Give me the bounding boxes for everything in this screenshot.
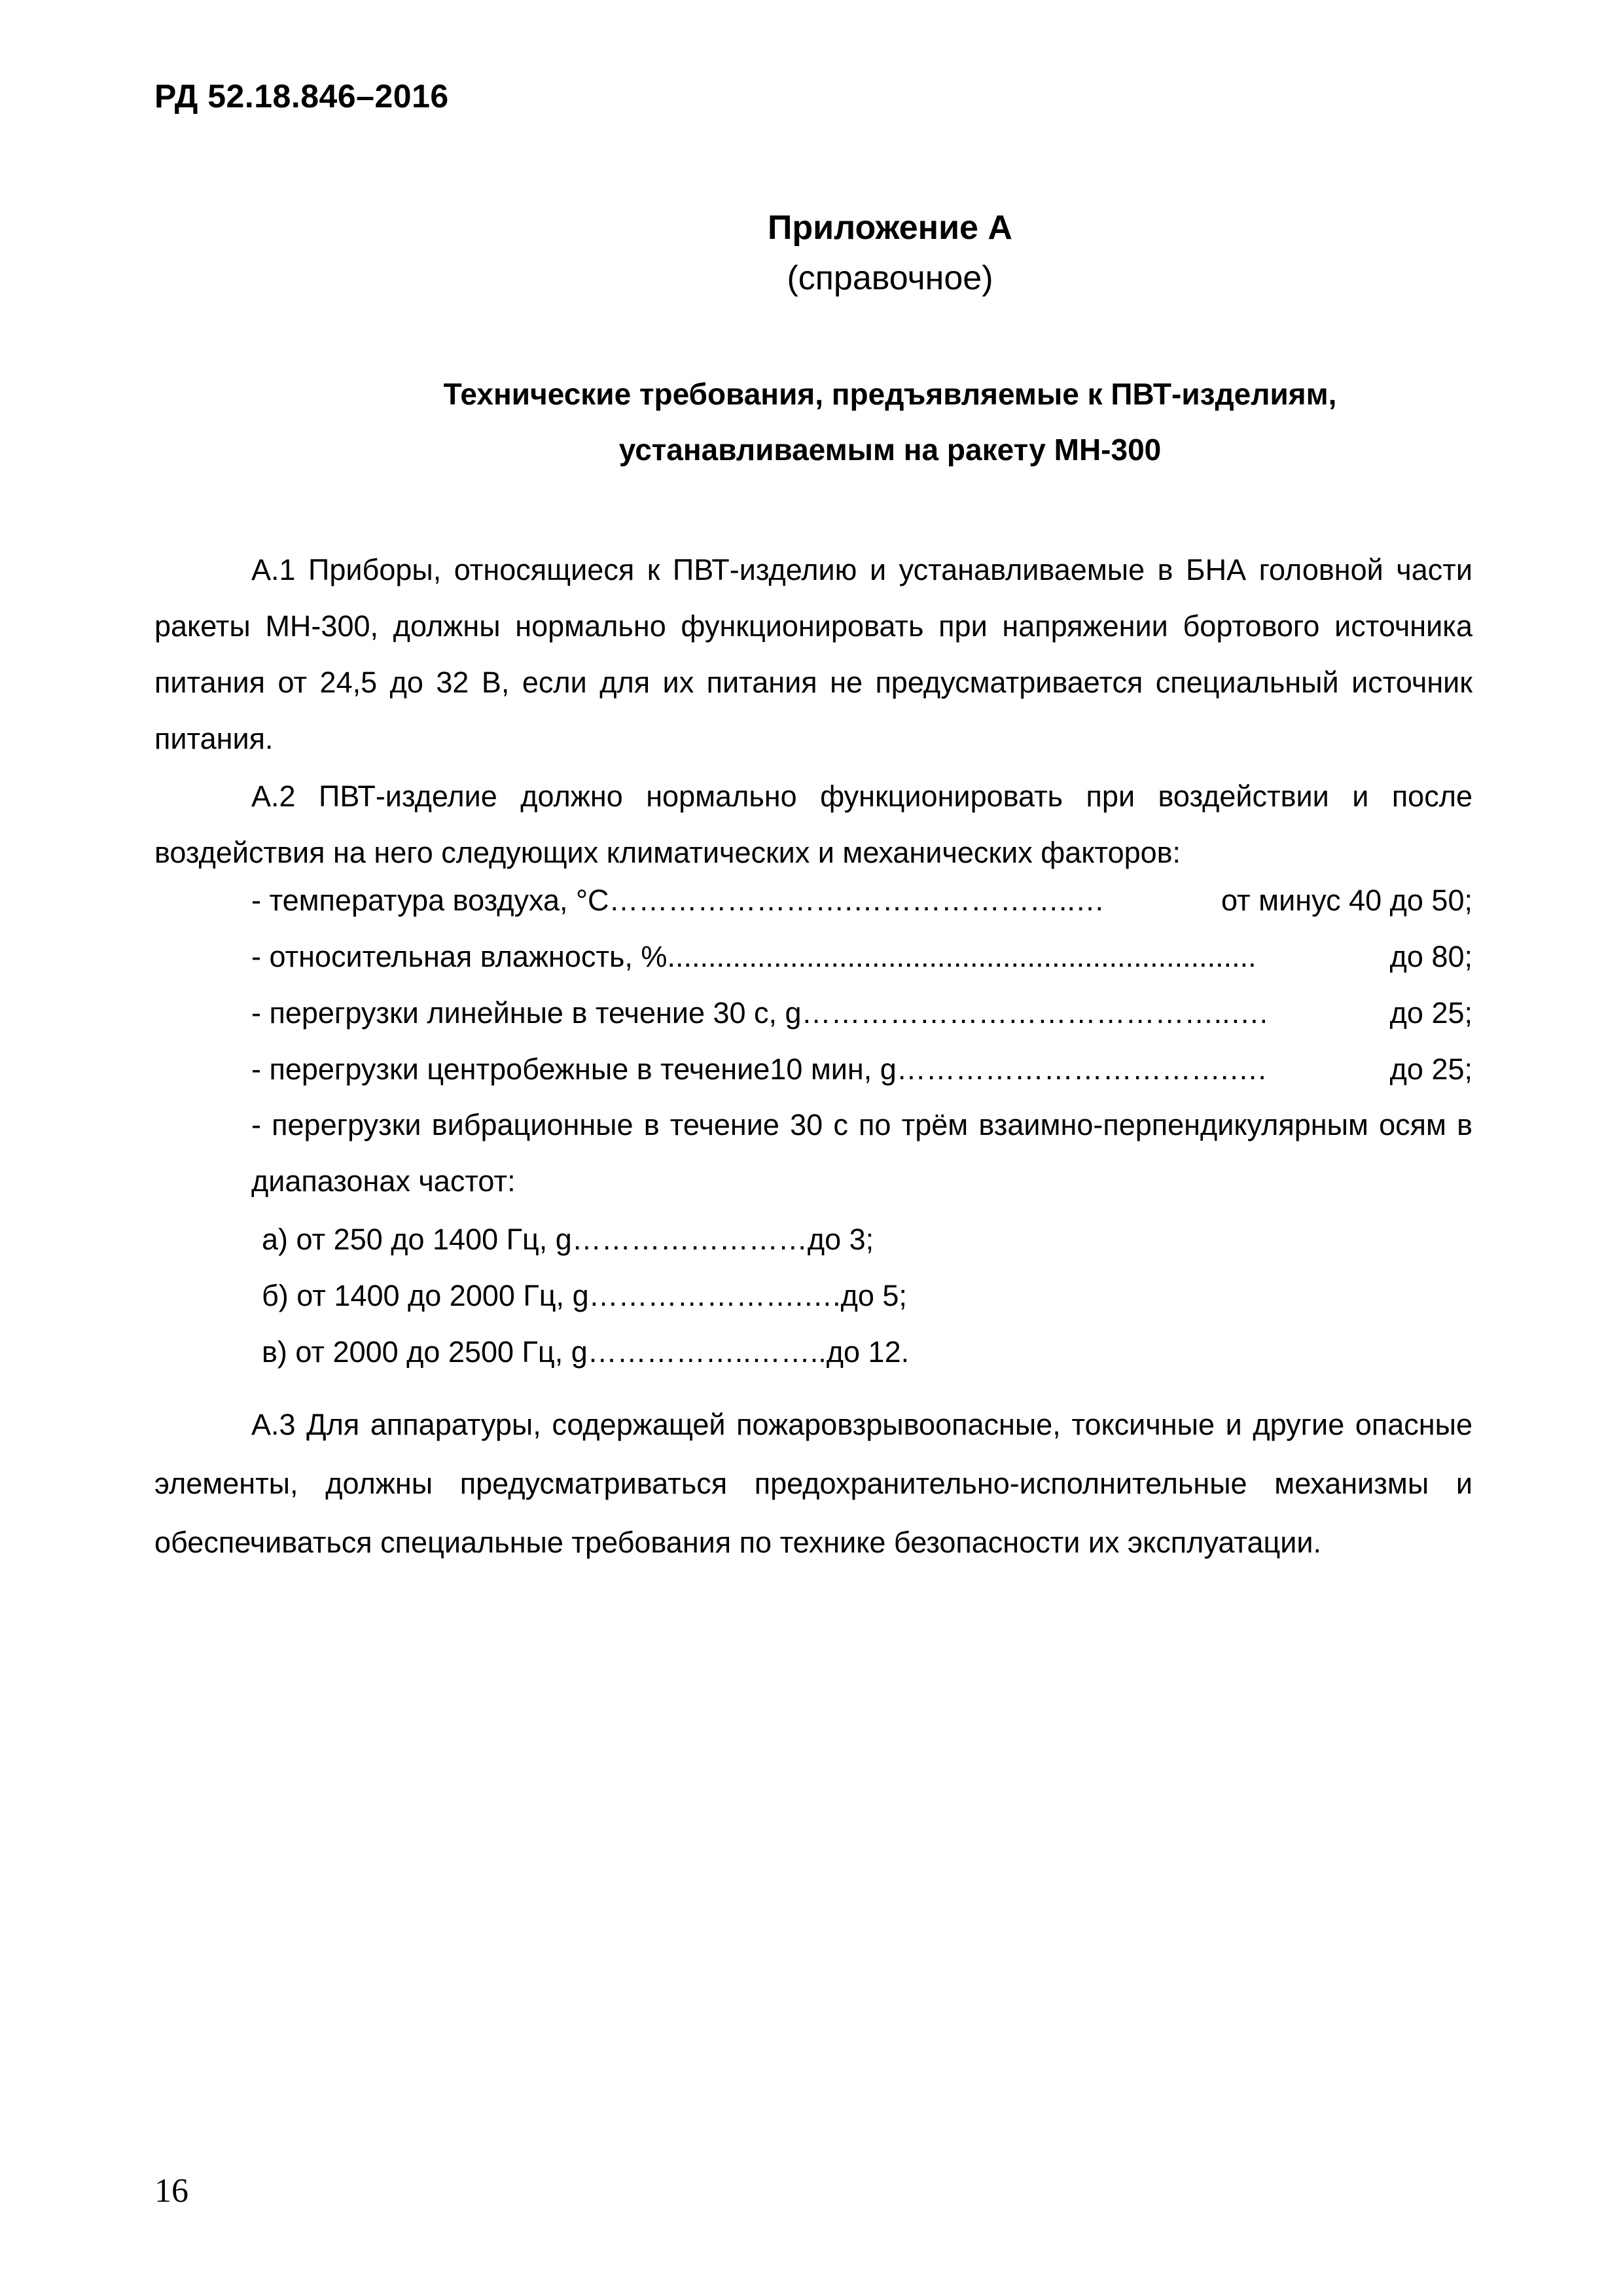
leader-dots: …………………….…………………..… [609, 884, 1105, 917]
factor-value: до 25; [1389, 1052, 1472, 1086]
leader-dots: ........................................................................ [667, 940, 1257, 973]
range-text: б) от 1400 до 2000 Гц, g [262, 1279, 589, 1312]
paragraph-a2: А.2 ПВТ-изделие должно нормально функционировать при воздействии и после воздействия на него следующих климатических и механических факторов: [154, 780, 1472, 869]
range-value: .до 5; [832, 1279, 907, 1312]
section-heading-line-1: Технические требования, предъявляемые к ПВТ-изделиям, [443, 377, 1337, 411]
section-heading-line-2: устанавливаемым на ракету МН-300 [618, 433, 1162, 467]
factor-value: от минус 40 до 50; [1221, 884, 1472, 917]
page-number: 16 [154, 2172, 188, 2210]
leader-dots: …………………… [571, 1223, 808, 1256]
factor-value: до 25; [1389, 996, 1472, 1030]
leader-dots: ……………..…… [587, 1335, 810, 1369]
appendix-status: (справочное) [787, 259, 993, 297]
range-value: ..до 12. [810, 1335, 910, 1369]
vibration-range-c [262, 1335, 909, 1369]
factor-centrifugal-overload [251, 1052, 1472, 1086]
paragraph-a1: А.1 Приборы, относящиеся к ПВТ-изделию и устанавливаемые в БНА головной части ракеты МН-300, должны нормально функционировать при напряжении бортового источника питания от 24,5 до 32 В, если для их питания не предусматривается специальный источник питания. [154, 553, 1472, 755]
factor-value: до 80; [1389, 940, 1472, 973]
factor-label: - перегрузки линейные в течение 30 с, g [251, 996, 802, 1030]
leader-dots: ………………….… [588, 1279, 833, 1312]
factor-vibration-intro: - перегрузки вибрационные в течение 30 с по трём взаимно-перпендикулярным осям в диапазонах частот: [251, 1108, 1472, 1198]
paragraph-a3: А.3 Для аппаратуры, содержащей пожаровзрывоопасные, токсичные и другие опасные элементы, должны предусматриваться предохранительно-исполнительные механизмы и обеспечиваться специальные требования по технике безопасности их эксплуатации. [154, 1408, 1472, 1559]
document-code: РД 52.18.846–2016 [154, 78, 449, 115]
leader-dots: ……………………………………..…. [801, 996, 1268, 1030]
factor-label: - температура воздуха, °С [251, 884, 609, 917]
factor-label: - перегрузки центробежные в течение10 мин, g [251, 1052, 897, 1086]
vibration-range-a [262, 1223, 874, 1257]
range-text: а) от 250 до 1400 Гц, g [262, 1223, 572, 1256]
factor-linear-overload [251, 996, 1472, 1030]
leader-dots: …………………………….…. [896, 1052, 1266, 1086]
range-value: до 3; [807, 1223, 874, 1256]
factor-humidity [251, 940, 1472, 974]
factor-label: - относительная влажность, % [251, 940, 668, 973]
appendix-title: Приложение А [768, 209, 1012, 247]
range-text: в) от 2000 до 2500 Гц, g [262, 1335, 588, 1369]
vibration-range-b [262, 1279, 907, 1313]
factor-temperature [251, 884, 1472, 918]
